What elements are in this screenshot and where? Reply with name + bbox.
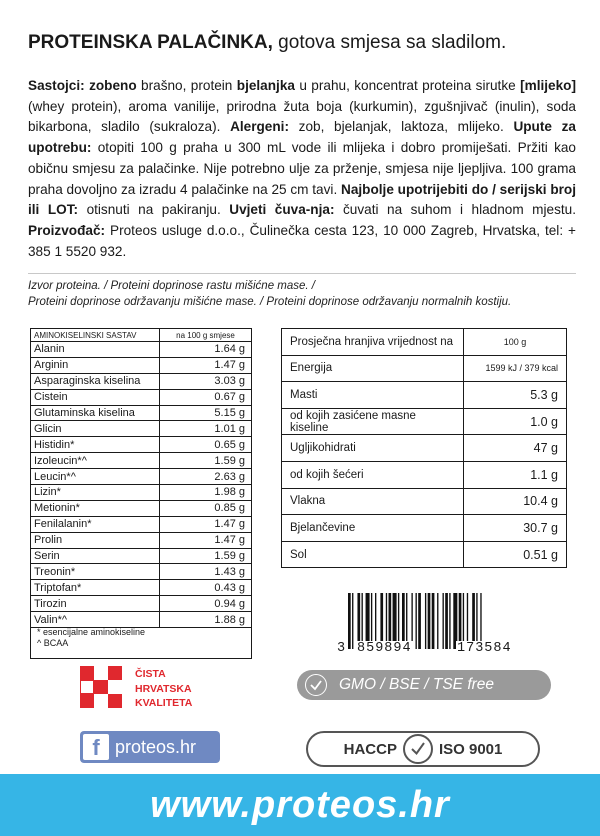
nutrition-row [282, 461, 567, 488]
claims-line-2: Proteini doprinose održavanju mišićne mase. / Proteini doprinose održavanju normalnih kostiju. [28, 296, 512, 308]
facebook-link[interactable] [80, 731, 220, 763]
eggwhite-allergen: bjelanjka [236, 78, 295, 93]
amino-name: Serin [31, 548, 160, 564]
amino-row [31, 548, 252, 564]
amino-row [31, 389, 252, 405]
amino-name: Treonin* [31, 564, 160, 580]
nutrition-header-name: Prosječna hranjiva vrijednost na [282, 329, 464, 356]
amino-name: Arginin [31, 357, 160, 373]
amino-row [31, 373, 252, 389]
nutrition-table [281, 328, 567, 568]
facebook-icon: f [83, 734, 109, 760]
amino-value: 1.47 g [160, 516, 252, 532]
product-subtitle: gotova smjesa sa sladilom. [272, 32, 507, 53]
ingredients-text-part: u prahu, koncentrat proteina sirutke [294, 78, 521, 93]
amino-table-header [31, 329, 252, 342]
amino-row [31, 342, 252, 358]
usage-text: otopiti 100 g praha u 300 mL vode ili mlijeka i dobro promiješati. Pržiti kao običnu smjesu za palačinke. Nije potrebno ulje za prženje, smjesa nije ljepljiva. 100 grama praha dovoljno za izradu 4 palačinke na 25 cm tavi. [28, 140, 576, 197]
divider [28, 273, 576, 274]
amino-row [31, 596, 252, 612]
amino-header-name: AMINOKISELINSKI SASTAV [31, 329, 160, 342]
amino-value: 1.98 g [160, 485, 252, 501]
barcode-digits-left: 859894 [357, 641, 412, 656]
amino-name: Fenilalanin* [31, 516, 160, 532]
check-circle-icon [403, 734, 433, 764]
amino-name: Asparaginska kiselina [31, 373, 160, 389]
gmo-free-badge [297, 670, 551, 700]
quality-squares-icon [80, 666, 128, 714]
amino-name: Triptofan* [31, 580, 160, 596]
amino-value: 0.94 g [160, 596, 252, 612]
badge-line-1: ČISTA [135, 668, 166, 680]
ingredients-label: Sastojci: [28, 78, 85, 93]
website-url[interactable]: www.proteos.hr [150, 783, 450, 826]
amino-value: 1.47 g [160, 357, 252, 373]
iso-label: ISO 9001 [438, 740, 503, 758]
amino-value: 1.88 g [160, 612, 252, 628]
ingredients-text-part: brašno, protein [136, 78, 237, 93]
nutrition-table-header [282, 329, 567, 356]
amino-name: Valin*^ [31, 612, 160, 628]
amino-value: 1.64 g [160, 342, 252, 358]
producer-text: Proteos usluge d.o.o., Čulinečka cesta 123, 10 000 Zagreb, Hrvatska, tel: + 385 1 5520 932. [28, 222, 576, 259]
nutrition-name: Bjelančevine [282, 515, 464, 542]
ingredients-text-part: (whey protein), aroma vanilije, prirodna žuta boja (kurkumin), zgušnjivač (inulin), soda bikarbona, sladilo (sukraloza). [28, 98, 576, 135]
badge-line-2: HRVATSKA [135, 682, 192, 695]
storage-label: Uvjeti čuva-nja: [229, 202, 335, 218]
amino-value: 1.47 g [160, 532, 252, 548]
amino-row [31, 437, 252, 453]
badge-line-3: KVALITETA [135, 697, 193, 709]
ingredients-text [28, 76, 576, 262]
amino-name: Prolin [31, 532, 160, 548]
nutrition-row [282, 488, 567, 515]
amino-value: 5.15 g [160, 405, 252, 421]
amino-row [31, 469, 252, 485]
nutrition-name: Masti [282, 382, 464, 409]
nutrition-name: Sol [282, 541, 464, 568]
bcaa-note: ^ BCAA [37, 638, 69, 648]
nutrition-value: 5.3 g [464, 382, 567, 409]
amino-row [31, 453, 252, 469]
amino-value: 2.63 g [160, 469, 252, 485]
amino-value: 0.67 g [160, 389, 252, 405]
amino-value: 1.59 g [160, 453, 252, 469]
check-icon [305, 674, 327, 696]
amino-name: Glutaminska kiselina [31, 405, 160, 421]
amino-acid-table [30, 328, 252, 628]
nutrition-value: 1.1 g [464, 461, 567, 488]
amino-row [31, 357, 252, 373]
nutrition-row [282, 382, 567, 409]
usage-label: Upute za upotrebu: [28, 119, 576, 156]
nutrition-row [282, 408, 567, 435]
amino-name: Cistein [31, 389, 160, 405]
milk-allergen: [mlijeko] [520, 78, 576, 93]
amino-row [31, 580, 252, 596]
best-before-label: Najbolje upotrijebiti do / serijski broj ili LOT: [28, 181, 577, 218]
haccp-label: HACCP [343, 740, 397, 758]
haccp-iso-badge [306, 731, 540, 767]
nutrition-value: 0.51 g [464, 541, 567, 568]
allergens-text: zob, bjelanjak, laktoza, mlijeko. [288, 119, 514, 135]
amino-value: 0.43 g [160, 580, 252, 596]
nutrition-value: 1.0 g [464, 408, 567, 435]
health-claims [28, 278, 588, 310]
product-name: PROTEINSKA PALAČINKA, [28, 32, 273, 53]
barcode-digit-first: 3 [337, 641, 347, 656]
nutrition-value: 30.7 g [464, 515, 567, 542]
cista-hrvatska-kvaliteta-badge [80, 666, 260, 722]
nutrition-row [282, 355, 567, 382]
gmo-label: GMO / BSE / TSE free [339, 676, 495, 693]
amino-row [31, 564, 252, 580]
amino-value: 3.03 g [160, 373, 252, 389]
nutrition-value: 10.4 g [464, 488, 567, 515]
nutrition-value: 1599 kJ / 379 kcal [464, 355, 567, 382]
best-before-text: otisnuti na pakiranju. [78, 202, 230, 218]
nutrition-name: Energija [282, 355, 464, 382]
nutrition-row [282, 541, 567, 568]
facebook-handle: proteos.hr [115, 736, 197, 757]
amino-row [31, 485, 252, 501]
amino-name: Histidin* [31, 437, 160, 453]
nutrition-name: od kojih šećeri [282, 461, 464, 488]
amino-row [31, 516, 252, 532]
amino-value: 1.01 g [160, 421, 252, 437]
essential-note: * esencijalne aminokiseline [37, 627, 146, 637]
nutrition-row [282, 435, 567, 462]
footer-website[interactable] [0, 774, 600, 836]
nutrition-header-value: 100 g [464, 329, 567, 356]
nutrition-value: 47 g [464, 435, 567, 462]
amino-name: Leucin*^ [31, 469, 160, 485]
amino-name: Alanin [31, 342, 160, 358]
amino-name: Metionin* [31, 500, 160, 516]
allergens-label: Alergeni: [230, 119, 289, 135]
amino-header-value: na 100 g smjese [160, 329, 252, 342]
amino-value: 0.65 g [160, 437, 252, 453]
nutrition-row [282, 515, 567, 542]
storage-text: čuvati na suhom i hladnom mjestu. [334, 202, 576, 218]
amino-value: 0.85 g [160, 500, 252, 516]
amino-value: 1.59 g [160, 548, 252, 564]
amino-name: Izoleucin*^ [31, 453, 160, 469]
amino-name: Glicin [31, 421, 160, 437]
claims-line-1: Izvor proteina. / Proteini doprinose rastu mišićne mase. / [28, 280, 315, 292]
amino-row [31, 532, 252, 548]
amino-row [31, 405, 252, 421]
amino-row [31, 421, 252, 437]
amino-row [31, 500, 252, 516]
product-title [28, 32, 506, 54]
barcode-digits-right: 173584 [457, 641, 512, 656]
nutrition-name: Vlakna [282, 488, 464, 515]
amino-value: 1.43 g [160, 564, 252, 580]
oat-allergen: zobeno [89, 78, 137, 93]
producer-label: Proizvođač: [28, 222, 106, 238]
nutrition-name: od kojih zasićene masne kiseline [282, 408, 464, 435]
amino-name: Lizin* [31, 485, 160, 501]
amino-name: Tirozin [31, 596, 160, 612]
nutrition-name: Ugljikohidrati [282, 435, 464, 462]
amino-notes [30, 623, 252, 659]
